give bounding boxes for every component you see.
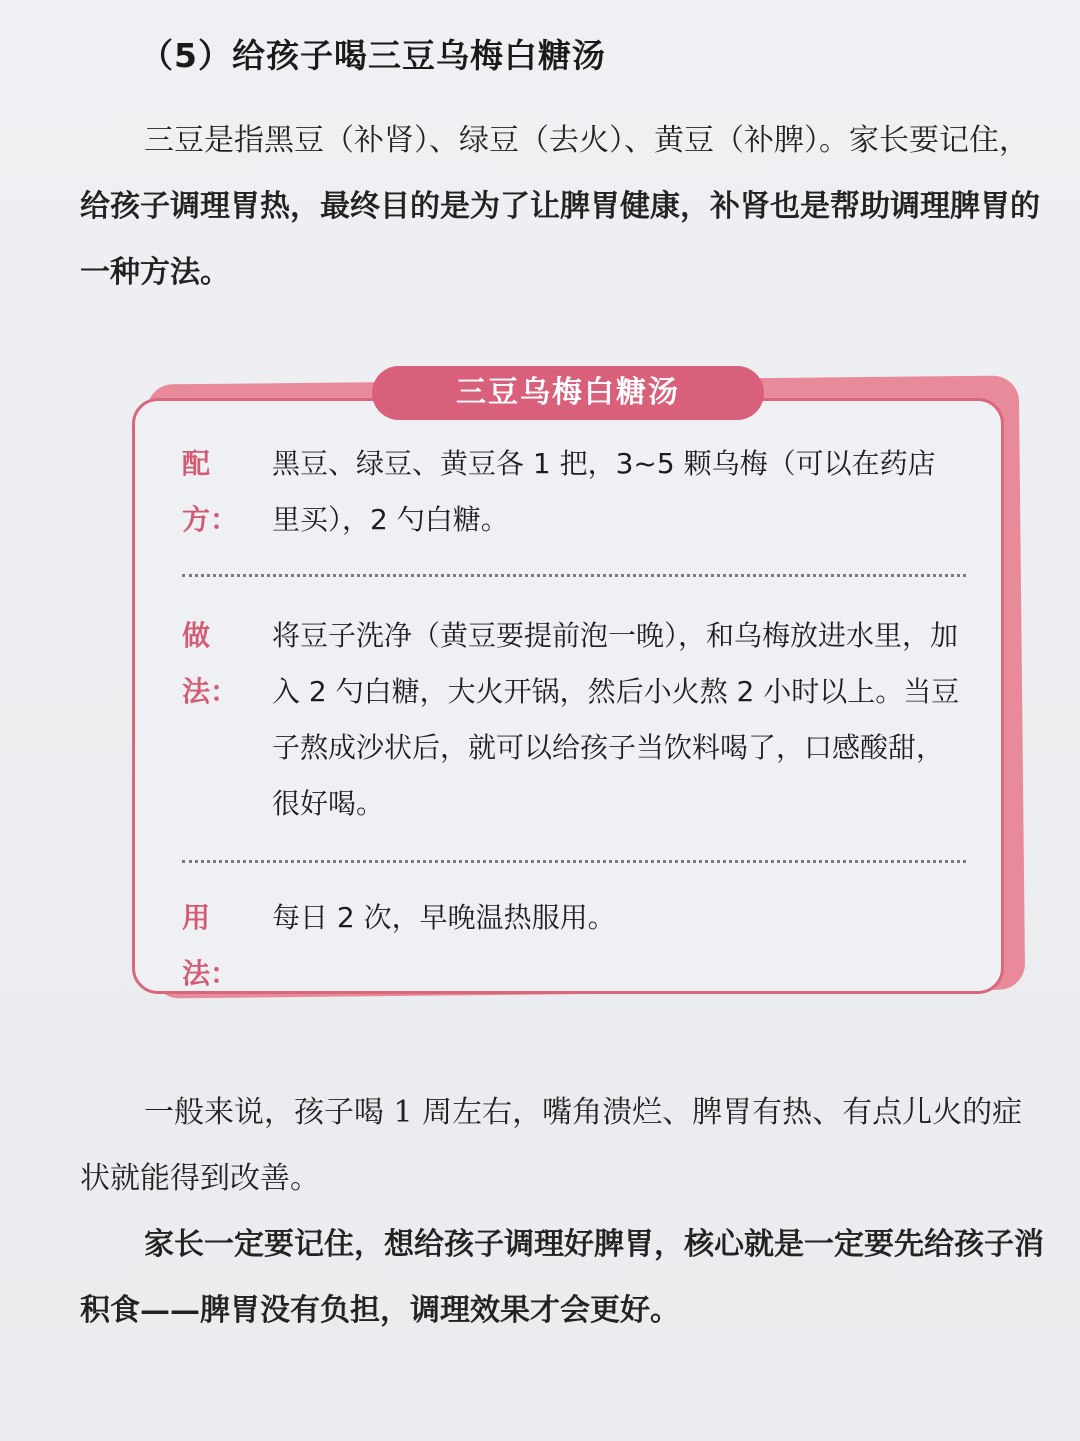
dotted-divider <box>182 574 966 577</box>
usage-label: 用法： <box>182 901 239 990</box>
outro-paragraph-1 <box>80 1080 1050 1212</box>
ingredients-label: 配方： <box>182 447 239 536</box>
usage-text: 每日 2 次，早晚温热服用。 <box>272 901 616 934</box>
outro-paragraph-2 <box>80 1212 1050 1344</box>
method-label: 做法： <box>182 619 239 708</box>
ingredients-text: 黑豆、绿豆、黄豆各 1 把，3~5 颗乌梅（可以在药店里买），2 勺白糖。 <box>272 447 936 536</box>
method-text: 将豆子洗净（黄豆要提前泡一晚），和乌梅放进水里，加入 2 勺白糖，大火开锅，然后小火熬 2 小时以上。当豆子熬成沙状后，就可以给孩子当饮料喝了，口感酸甜，很好喝。 <box>272 619 960 820</box>
intro-sentence-1: 三豆是指黑豆（补肾）、绿豆（去火）、黄豆（补脾）。家长要记住， <box>144 123 1029 158</box>
section-heading: （5）给孩子喝三豆乌梅白糖汤 <box>140 36 606 75</box>
outro-text-2: 家长一定要记住，想给孩子调理好脾胃，核心就是一定要先给孩子消积食——脾胃没有负担，调理效果才会更好。 <box>80 1227 1044 1328</box>
intro-sentence-2: 给孩子调理胃热，最终目的是为了让脾胃健康，补肾也是帮助调理脾胃的一种方法。 <box>80 189 1040 290</box>
outro-text-1: 一般来说，孩子喝 1 周左右，嘴角溃烂、脾胃有热、有点儿火的症状就能得到改善。 <box>80 1095 1023 1196</box>
intro-paragraph <box>80 108 1050 306</box>
dotted-divider <box>182 860 966 863</box>
recipe-title: 三豆乌梅白糖汤 <box>372 366 764 420</box>
